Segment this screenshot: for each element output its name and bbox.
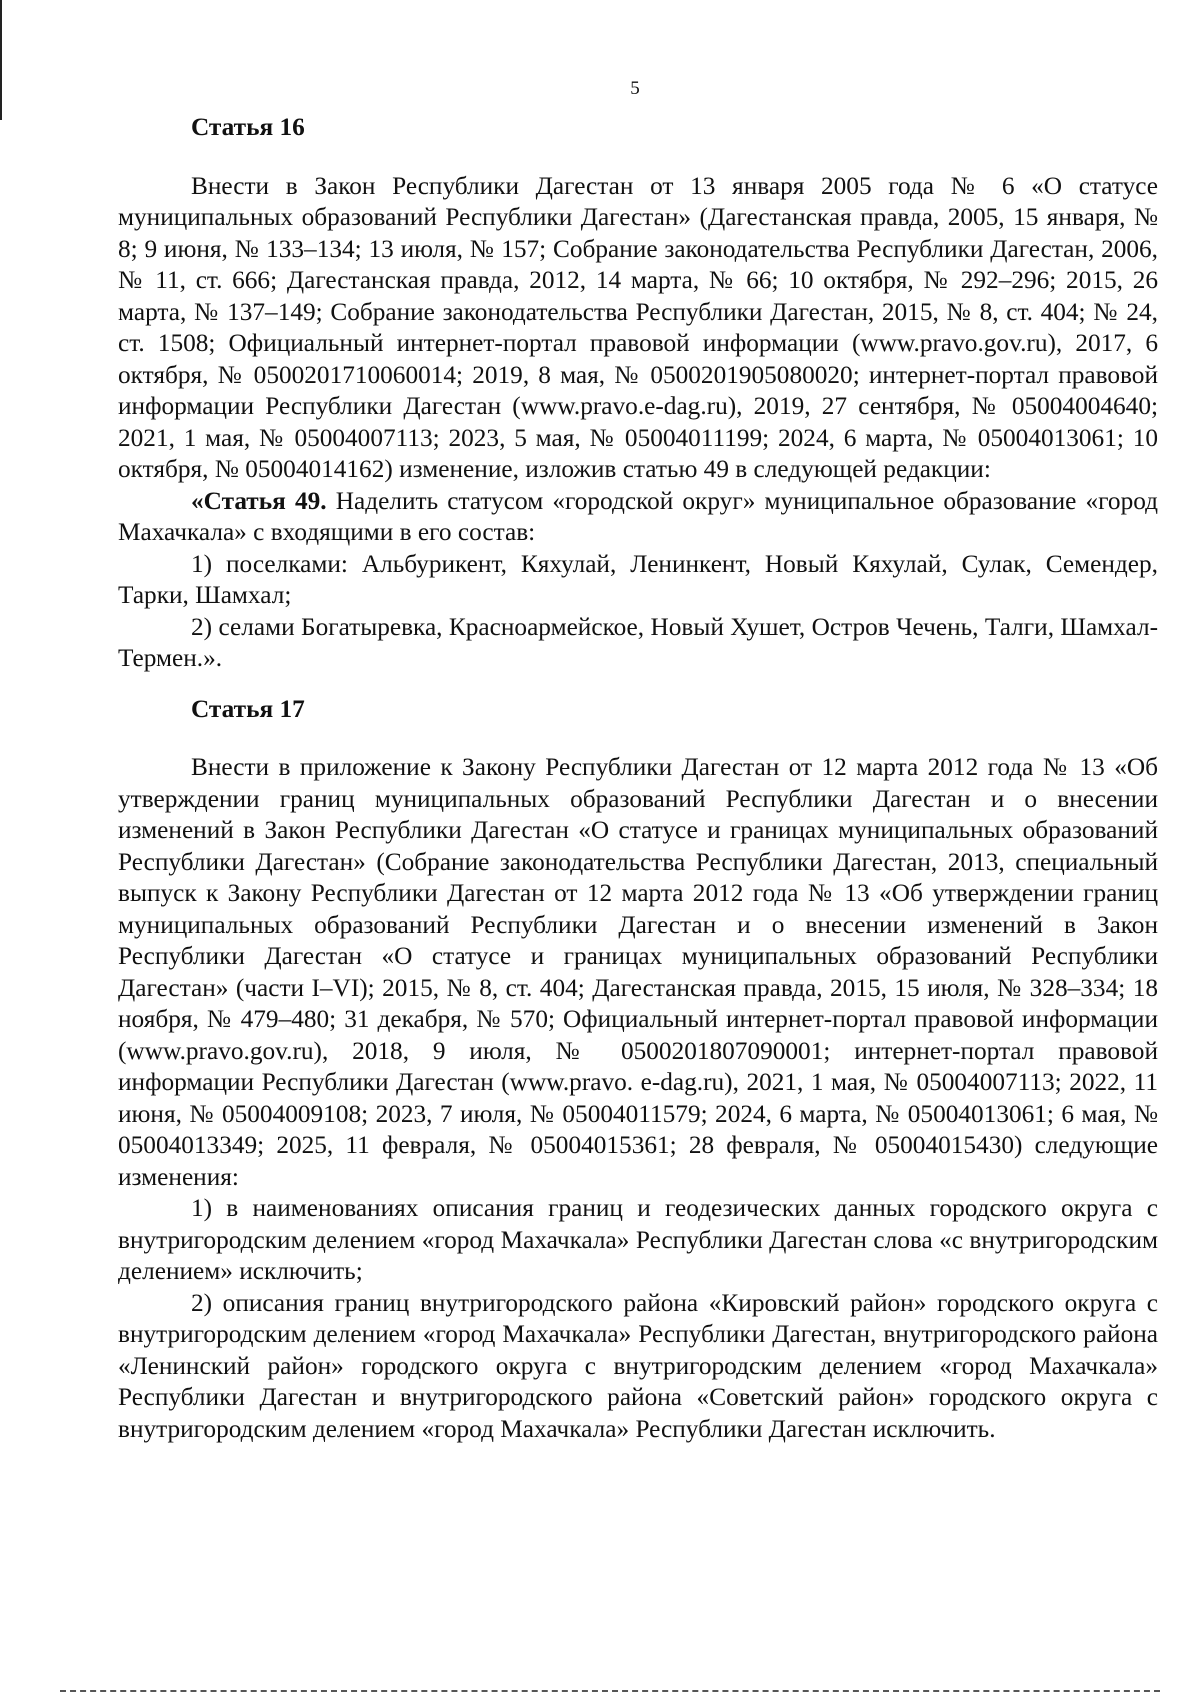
article-17-item-1: 1) в наименованиях описания границ и геодезических данных городского округа с внутригородским делением «город Махачкала» Республики Дагестан слова «с внутригородским делением» исключить; [118,1194,1158,1285]
article-16-item-1: 1) поселками: Альбурикент, Кяхулай, Ленинкент, Новый Кяхулай, Сулак, Семендер, Тарки, Шамхал; [118,549,1158,609]
article-16-heading: Статья 16 [191,113,305,141]
page-number: 5 [630,78,640,99]
scan-bottom-edge [60,1690,1160,1692]
article-16-item-2: 2) селами Богатыревка, Красноармейское, Новый Хушет, Остров Чечень, Талги, Шамхал-Термен.». [118,612,1158,672]
article-49-text: Наделить статусом «городской округ» муниципальное образование «город Махачкала» с входящими в его состав: [118,486,1159,546]
article-17-heading: Статья 17 [191,694,305,723]
article-17-item-2: 2) описания границ внутригородского района «Кировский район» городского округа с внутригородским делением «город Махачкала» Республики Дагестан, внутригородского района «Ленинский район» городского округа с внутригородским делением «город Махачкала» Республики Дагестан и внутригородского района «Советский район» городского округа с внутригородским делением «город Махачкала» Республики Дагестан исключить. [118,1288,1158,1443]
article-49-statement [118,486,1158,549]
article-17-intro: Внести в приложение к Закону Республики Дагестан от 12 марта 2012 года № 13 «Об утверждении границ муниципальных образований Республики Дагестан и о внесении изменений в Закон Республики Дагестан «О статусе и границах муниципальных образований Республики Дагестан» (Собрание законодательства Республики Дагестан, 2013, специальный выпуск к Закону Республики Дагестан от 12 марта 2012 года № 13 «Об утверждении границ муниципальных образований Республики Дагестан и о внесении изменений в Закон Республики Дагестан «О статусе и границах муниципальных образований Республики Дагестан» (части I–VI); 2015, № 8, ст. 404; Дагестанская правда, 2015, 15 июля, № 328–334; 18 ноября, № 479–480; 31 декабря, № 570; Официальный интернет-портал правовой информации (www.pravo.gov.ru), 2018, 9 июля, № 0500201807090001; интернет-портал правовой информации Республики Дагестан (www.pravo. e-dag.ru), 2021, 1 мая, № 05004007113; 2022, 11 июня, № 05004009108; 2023, 7 июля, № 05004011579; 2024, 6 марта, № 05004013061; 6 мая, № 05004013349; 2025, 11 февраля, № 05004015361; 28 февраля, № 05004015430) следующие изменения: [118,753,1158,1191]
scan-margin-line [0,0,2,120]
document-body [118,112,1158,1445]
article-16-intro: Внести в Закон Республики Дагестан от 13 января 2005 года № 6 «О статусе муниципальных образований Республики Дагестан» (Дагестанская правда, 2005, 15 января, № 8; 9 июня, № 133–134; 13 июля, № 157; Собрание законодательства Республики Дагестан, 2006, № 11, ст. 666; Дагестанская правда, 2012, 14 марта, № 66; 10 октября, № 292–296; 2015, 26 марта, № 137–149; Собрание законодательства Республики Дагестан, 2015, № 8, ст. 404; № 24, ст. 1508; Официальный интернет-портал правовой информации (www.pravo.gov.ru), 2017, 6 октября, № 0500201710060014; 2019, 8 мая, № 0500201905080020; интернет-портал правовой информации Республики Дагестан (www.pravo.e-dag.ru), 2019, 27 сентября, № 05004004640; 2021, 1 мая, № 05004007113; 2023, 5 мая, № 05004011199; 2024, 6 марта, № 05004013061; 10 октября, № 05004014162) изменение, изложив статью 49 в следующей редакции: [118,171,1158,483]
article-49-label: «Статья 49. [191,486,327,515]
